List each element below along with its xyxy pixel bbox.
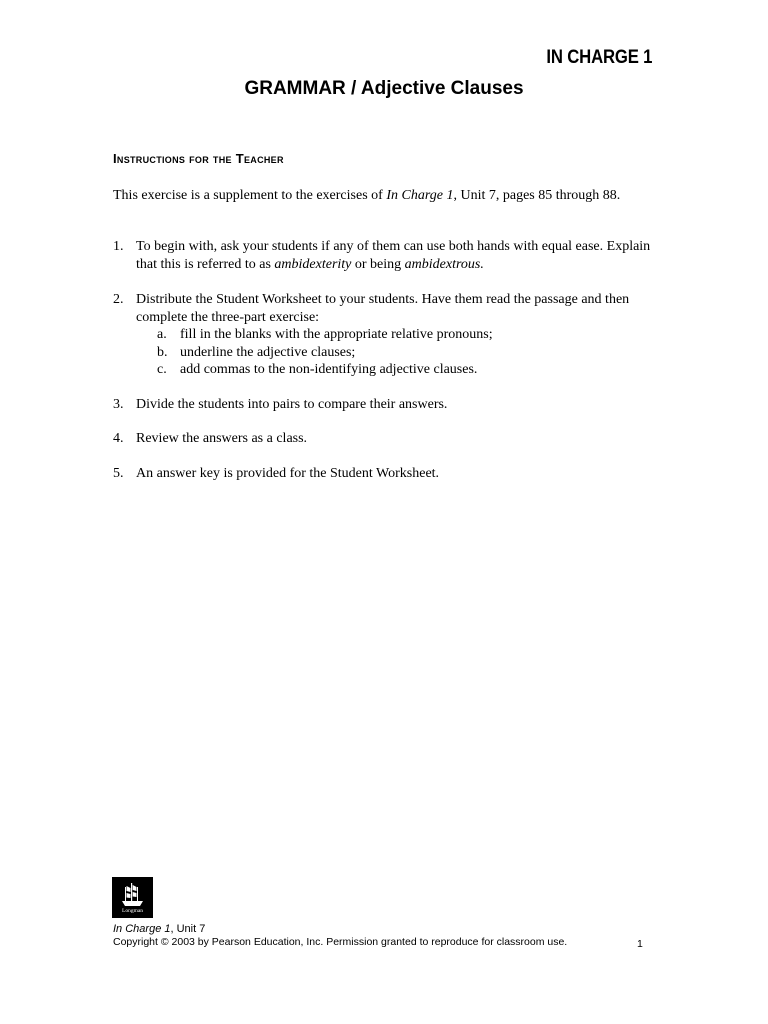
item1-text-middle: or being	[351, 256, 405, 272]
sub-letter: a.	[157, 327, 167, 342]
sub-letter: c.	[157, 362, 167, 377]
sub-item-c	[157, 361, 653, 379]
list-number: 1.	[113, 239, 124, 254]
list-text	[136, 238, 653, 273]
copyright-notice: Copyright © 2003 by Pearson Education, Inc. Permission granted to reproduce for classroom use.	[113, 936, 568, 948]
list-item-1	[113, 238, 653, 273]
term-ambidextrous: ambidextrous.	[404, 256, 484, 272]
list-number: 4.	[113, 431, 124, 446]
series-title: IN CHARGE 1	[546, 47, 652, 68]
list-text: Divide the students into pairs to compare their answers.	[136, 397, 448, 412]
list-item-5	[113, 465, 653, 483]
intro-text-after: , Unit 7, pages 85 through 88.	[453, 188, 621, 203]
intro-text-before: This exercise is a supplement to the exercises of	[113, 188, 387, 203]
list-number: 2.	[113, 292, 124, 307]
intro-book-title: In Charge 1	[386, 188, 454, 203]
list-text: Review the answers as a class.	[136, 431, 308, 446]
item1-text-before: To begin with, ask your students if any of them can use both hands with equal ease. Explain that this is referred to as	[136, 239, 651, 272]
page-title: GRAMMAR / Adjective Clauses	[244, 78, 524, 99]
sub-list	[157, 326, 653, 379]
intro-paragraph	[113, 187, 653, 205]
sub-item-a	[157, 326, 653, 344]
list-item-2	[113, 291, 653, 379]
footer-unit: , Unit 7	[170, 923, 206, 935]
footer-book-title: In Charge 1	[113, 923, 171, 935]
sub-text: fill in the blanks with the appropriate relative pronouns;	[180, 327, 493, 342]
list-text: An answer key is provided for the Student Worksheet.	[136, 466, 440, 481]
sub-item-b	[157, 344, 653, 362]
sub-letter: b.	[157, 344, 168, 360]
page-number: 1	[637, 938, 643, 950]
longman-logo	[112, 877, 153, 918]
sub-text: add commas to the non-identifying adjective clauses.	[180, 362, 478, 377]
list-item-4	[113, 430, 653, 448]
list-item-3	[113, 396, 653, 414]
sub-text: underline the adjective clauses;	[180, 344, 356, 360]
term-ambidexterity: ambidexterity	[274, 256, 352, 272]
list-text: Distribute the Student Worksheet to your students. Have them read the passage and then complete the three-part exercise:	[136, 292, 630, 325]
footer-title	[113, 923, 205, 935]
logo-text: Longman	[121, 908, 144, 914]
list-number: 5.	[113, 466, 124, 481]
section-heading: Instructions for the Teacher	[113, 151, 284, 166]
list-number: 3.	[113, 397, 124, 412]
